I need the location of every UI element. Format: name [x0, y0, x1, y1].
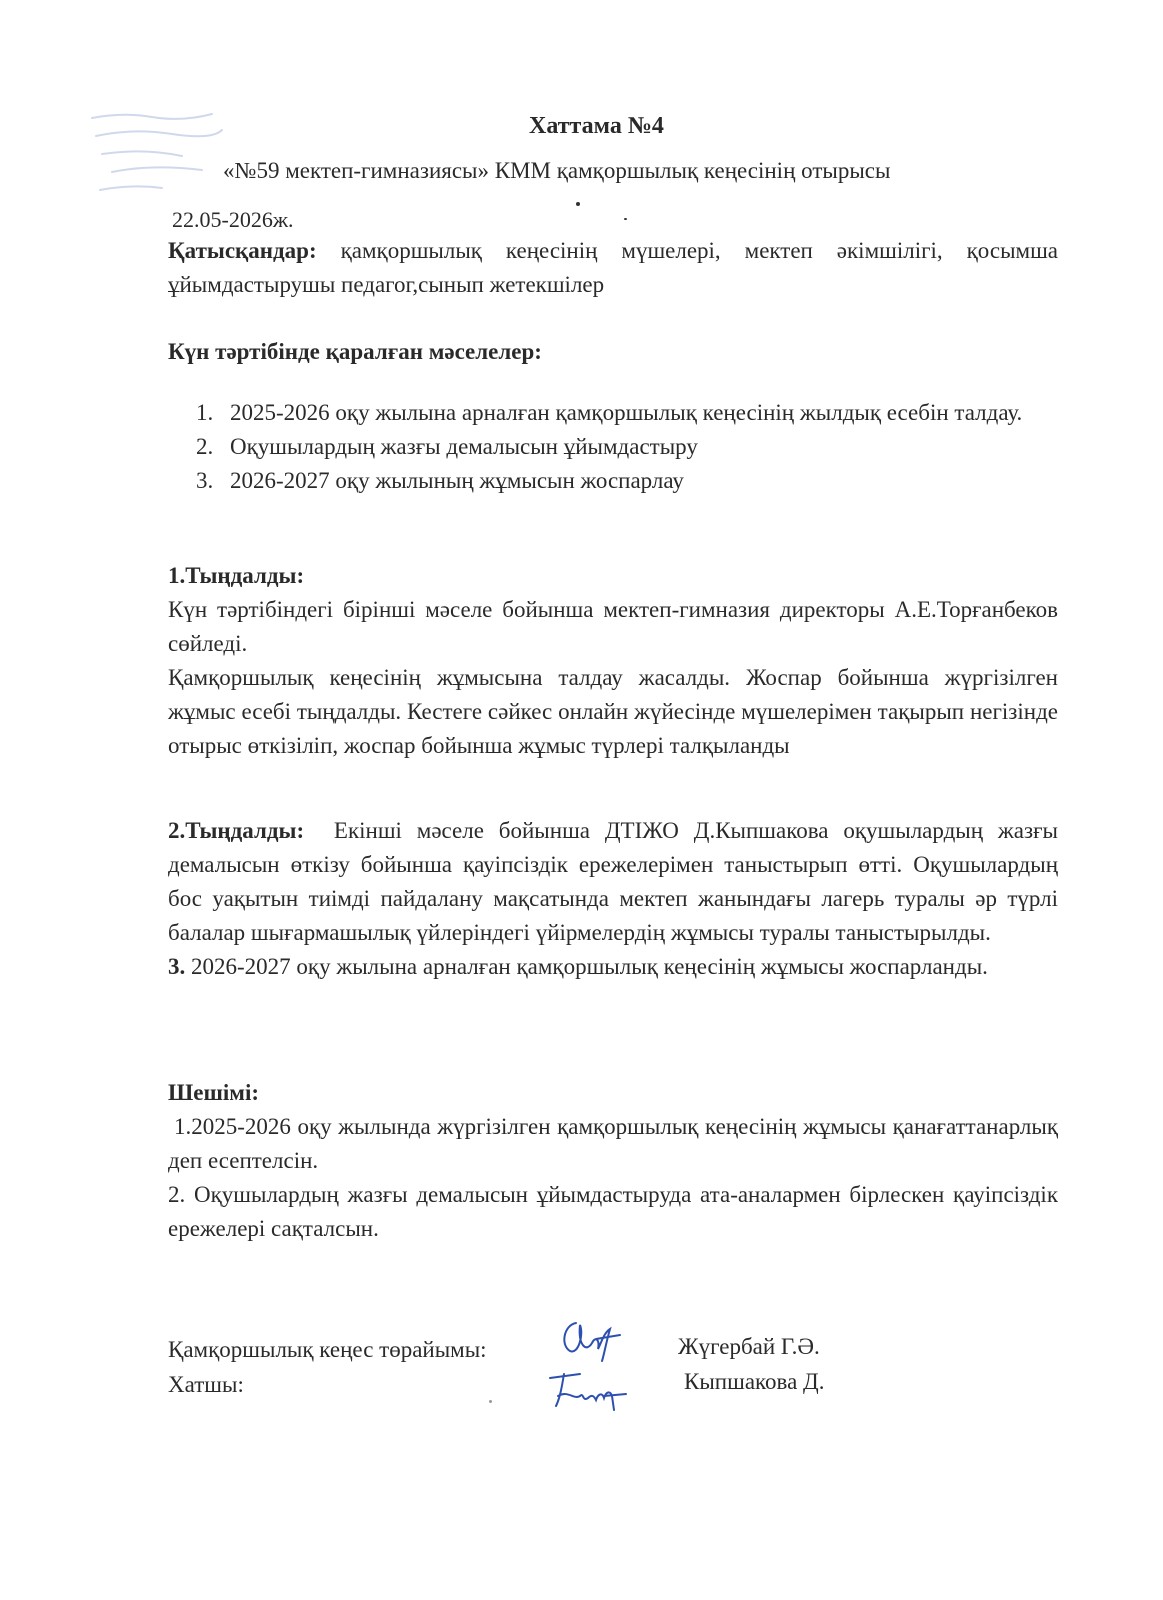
section-2 — [168, 814, 1058, 984]
decision-item-2: 2. Оқушылардың жазғы демалысын ұйымдастыруда ата-аналармен бірлескен қауіпсіздік ережелері сақталсын. — [168, 1182, 1058, 1241]
agenda-item-number: 1. — [196, 400, 214, 425]
agenda-item-text: 2026-2027 оқу жылының жұмысын жоспарлау — [230, 468, 684, 493]
scan-speck — [576, 202, 580, 206]
agenda-item — [196, 464, 1058, 498]
section-2-heading: 2.Тыңдалды: — [168, 818, 305, 843]
decision-heading: Шешімі: — [168, 1080, 259, 1105]
signature-name-secretary: Кыпшакова Д. — [684, 1369, 825, 1394]
secretary-handwritten-signature — [540, 1366, 630, 1420]
section-1 — [168, 559, 1058, 763]
section-1-heading: 1.Тыңдалды: — [168, 563, 305, 588]
scan-speck — [624, 218, 627, 220]
document-title: Хаттама №4 — [529, 113, 664, 139]
section-1-paragraph-1: Күн тәртібіндегі бірінші мәселе бойынша мектеп-гимназия директоры А.Е.Торғанбеков сөйледі. — [168, 597, 1058, 656]
chair-handwritten-signature — [556, 1315, 626, 1365]
section-1-paragraph-2: Қамқоршылық кеңесінің жұмысына талдау жасалды. Жоспар бойынша жүргізілген жұмыс есебі тыңдалды. Кестеге сәйкес онлайн жүйесінде мүшелерімен тақырып негізінде отырыс өткізіліп, жоспар бойынша жұмыс түрлері талқыланды — [168, 665, 1058, 758]
agenda-list — [196, 396, 1058, 498]
agenda-item — [196, 396, 1058, 430]
document-date: 22.05-2026ж. — [172, 207, 294, 232]
participants-label: Қатысқандар: — [168, 238, 317, 263]
agenda-item — [196, 430, 1058, 464]
signature-name-chair: Жүгербай Г.Ә. — [678, 1334, 820, 1359]
agenda-item-text: Оқушылардың жазғы демалысын ұйымдастыру — [230, 434, 698, 459]
scan-speck — [489, 1400, 492, 1403]
agenda-item-number: 2. — [196, 434, 214, 459]
participants-block — [168, 234, 1058, 302]
decision-block — [168, 1076, 1058, 1246]
document-subtitle: «№59 мектеп-гимназиясы» КММ қамқоршылық кеңесінің отырысы — [223, 158, 891, 183]
agenda-item-number: 3. — [196, 468, 214, 493]
agenda-heading: Күн тәртібінде қаралған мәселелер: — [168, 339, 542, 364]
section-3-number: 3. — [168, 954, 186, 979]
signature-role-chair: Қамқоршылық кеңес төрайымы: — [168, 1337, 487, 1362]
signature-role-secretary: Хатшы: — [168, 1372, 244, 1397]
section-2-text: Екінші мәселе бойынша ДТІЖО Д.Кыпшакова оқушылардың жазғы демалысын өткізу бойынша қауіпсіздік ережелерімен таныстырып өтті. Оқушылардың бос уақытын тиімді пайдалану мақсатында мектеп жанындағы лагерь туралы әр түрлі балалар шығармашылық үйлеріндегі үйірмелердің жұмысы туралы таныстырылды. — [168, 818, 1058, 945]
decision-item-1: 1.2025-2026 оқу жылында жүргізілген қамқоршылық кеңесінің жұмысы қанағаттанарлық деп есептелсін. — [168, 1114, 1058, 1173]
section-3-text: 2026-2027 оқу жылына арналған қамқоршылық кеңесінің жұмысы жоспарланды. — [191, 954, 988, 979]
agenda-item-text: 2025-2026 оқу жылына арналған қамқоршылық кеңесінің жылдық есебін талдау. — [230, 400, 1023, 425]
participants-text: қамқоршылық кеңесінің мүшелері, мектеп әкімшілігі, қосымша ұйымдастырушы педагог,сынып жетекшілер — [168, 238, 1058, 297]
